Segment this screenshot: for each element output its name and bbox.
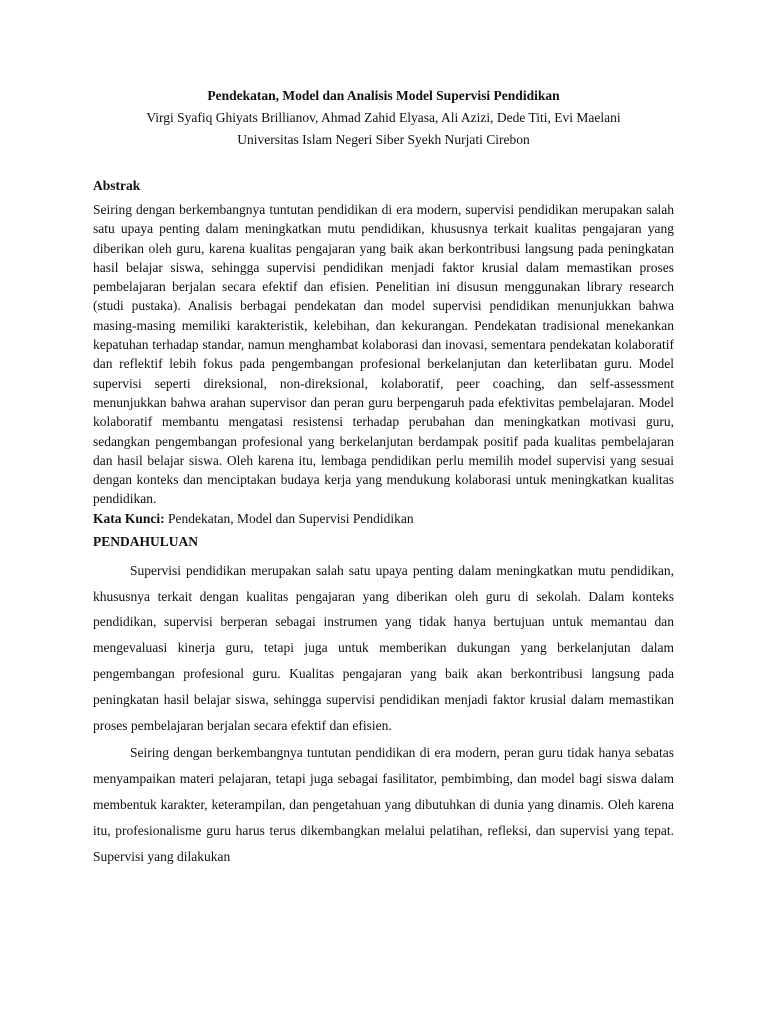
author-list: Virgi Syafiq Ghiyats Brillianov, Ahmad Zahid Elyasa, Ali Azizi, Dede Titi, Evi Maelani: [146, 110, 621, 125]
body-paragraph: Seiring dengan berkembangnya tuntutan pendidikan di era modern, peran guru tidak hanya sebatas menyampaikan materi pelajaran, tetapi juga sebagai fasilitator, pembimbing, dan model bagi siswa dalam membentuk karakter, keterampilan, dan pengetahuan yang dibutuhkan di dunia yang dinamis. Oleh karena itu, profesionalisme guru harus terus dikembangkan melalui pelatihan, refleksi, dan supervisi yang tepat. Supervisi yang dilakukan: [93, 745, 674, 864]
abstract-body: Seiring dengan berkembangnya tuntutan pendidikan di era modern, supervisi pendidikan merupakan salah satu upaya penting dalam meningkatkan mutu pendidikan, khususnya terkait kualitas pengajaran yang diberikan oleh guru, karena kualitas pengajaran yang baik akan berkontribusi langsung pada peningkatan hasil belajar siswa, sehingga supervisi pendidikan menjadi faktor krusial dalam memastikan proses pembelajaran berjalan secara efektif dan efisien. Penelitian ini disusun menggunakan library research (studi pustaka). Analisis berbagai pendekatan dan model supervisi pendidikan menunjukkan bahwa masing-masing memiliki karakteristik, kelebihan, dan kekurangan. Pendekatan tradisional menekankan kepatuhan terhadap standar, namun menghambat kolaborasi dan inovasi, sementara pendekatan kolaboratif dan reflektif lebih fokus pada pengembangan profesional berkelanjutan dan keterlibatan guru. Model supervisi seperti direksional, non-direksional, kolaboratif, peer coaching, dan self-assessment menunjukkan bahwa arahan supervisor dan peran guru berpengaruh pada efektivitas pembelajaran. Model kolaboratif membantu mengatasi resistensi terhadap perubahan dan meningkatkan motivasi guru, sedangkan pengembangan profesional yang berkelanjutan berdampak positif pada kualitas pembelajaran dan hasil belajar siswa. Oleh karena itu, lembaga pendidikan perlu memilih model supervisi yang sesuai dengan konteks dan menciptakan budaya kerja yang mendukung kolaborasi untuk meningkatkan kualitas pendidikan.: [93, 202, 674, 507]
keywords-line: [93, 509, 674, 529]
abstract-heading: Abstrak: [93, 178, 141, 193]
author-affiliation: Universitas Islam Negeri Siber Syekh Nurjati Cirebon: [237, 132, 530, 147]
document-page: [93, 86, 674, 871]
keywords-label: Kata Kunci:: [93, 510, 165, 526]
keywords-text: Pendekatan, Model dan Supervisi Pendidikan: [168, 510, 414, 526]
section-heading-introduction: PENDAHULUAN: [93, 533, 199, 549]
body-paragraph: Supervisi pendidikan merupakan salah satu upaya penting dalam meningkatkan mutu pendidikan, khususnya terkait dengan kualitas pengajaran yang diberikan oleh guru di sekolah. Dalam konteks pendidikan, supervisi berperan sebagai instrumen yang tidak hanya bertujuan untuk memantau dan mengevaluasi kinerja guru, tetapi juga untuk memberikan dukungan yang berkelanjutan dalam pengembangan profesional guru. Kualitas pengajaran yang baik akan berkontribusi langsung pada peningkatan hasil belajar siswa, sehingga supervisi pendidikan menjadi faktor krusial dalam memastikan proses pembelajaran berjalan secara efektif dan efisien.: [93, 562, 674, 733]
paper-title: Pendekatan, Model dan Analisis Model Supervisi Pendidikan: [207, 88, 560, 103]
